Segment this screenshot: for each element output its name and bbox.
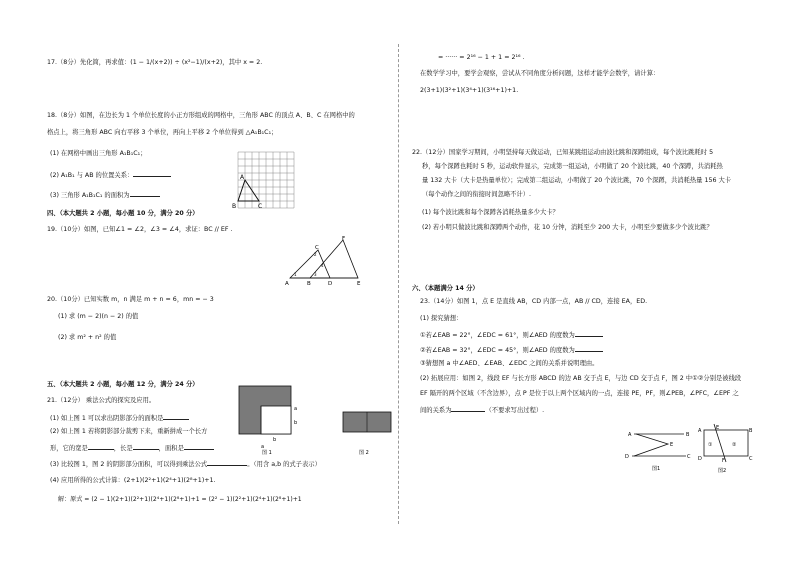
section-5-heading: 五、（本大题共 2 小题，每小题 12 分，满分 24 分）: [47, 381, 199, 388]
question-22-part1: (1) 每个波比跳和每个深蹲各消耗热量多少大卡？: [422, 209, 559, 216]
question-19: 19.（10分）如图，已知∠1 = ∠2，∠3 = ∠4，求证：BC // EF .: [47, 226, 233, 233]
grid-label-c: C: [258, 203, 263, 210]
tri-label-f: F: [342, 236, 346, 242]
figure-2-caption: 图2: [718, 468, 727, 474]
pl-label-b: B: [686, 432, 690, 438]
rect-label-d: D: [698, 456, 702, 462]
region-1-label: ①: [708, 442, 713, 448]
question-20: 20.（10分）已知实数 m，n 满足 m + n = 6，mn = − 3: [47, 296, 214, 303]
question-17: 17.（8分）先化简，再求值：(1 − 1/(x+2)) ÷ (x²−1)/(x+2)，其中 x = 2.: [47, 59, 263, 66]
question-18-part1: (1) 在网格中画出三角形 A₁B₁C₁；: [50, 150, 147, 157]
rect-label-a: A: [698, 428, 702, 434]
question-23: 23.（14分）如图 1，点 E 是直线 AB，CD 内部一点，AB // CD，连接 EA，ED.: [420, 298, 648, 305]
region-2-label: ②: [732, 442, 737, 448]
question-20-part1: (1) 求 (m − 2)(n − 2) 的值: [58, 313, 139, 320]
tri-angle-4: 4: [321, 263, 324, 268]
rect-label-c: C: [749, 456, 753, 462]
question-21-part1: (1) 如上图 1 可以求出阴影部分的面积是: [50, 413, 189, 423]
question-18-part2: (2) A₁B₁ 与 AB 的位置关系：: [50, 170, 171, 180]
tri-label-a: A: [285, 281, 289, 286]
rectangle-figure: [698, 422, 756, 474]
triangles-figure: [285, 234, 365, 286]
parallel-lines-figure: [624, 426, 696, 472]
question-21: 21.（12分） 乘法公式的探究及应用。: [47, 397, 156, 404]
question-23-case2: ②若∠EAB = 32°，∠EDC = 45°，则∠AED 的度数为: [420, 345, 603, 355]
rect-label-b: B: [749, 428, 753, 434]
question-18-line2: 格点上，将三角形 ABC 向右平移 3 个单位，再向上平移 2 个单位得到 △A₁B₁C₁；: [47, 129, 278, 136]
rect-label-f: F: [722, 458, 725, 464]
question-21-part4: (4) 应用所得的公式计算：(2+1)(2²+1)(2⁴+1)(2⁸+1)+1.: [50, 477, 216, 484]
tri-angle-2: 2: [314, 252, 317, 257]
pl-label-a: A: [628, 432, 632, 438]
tri-angle-3: 3: [314, 272, 317, 277]
rect-label-e: E: [716, 425, 720, 431]
continuation-line2: 在数学学习中，要学会观察，尝试从不同角度分析问题，这样才能学会数学，请计算：: [420, 70, 660, 77]
question-18-part3: (3) 三角形 A₁B₁C₁ 的面积为: [50, 190, 160, 200]
grid-label-a: A: [240, 174, 245, 181]
column-divider: [398, 44, 399, 524]
continuation-line1: = ······ = 2¹⁶ − 1 + 1 = 2¹⁶ .: [438, 54, 525, 61]
continuation-line3: 2(3+1)(3²+1)(3⁴+1)(3¹⁶+1)+1.: [420, 87, 519, 94]
figure-1-caption: 图1: [652, 466, 661, 472]
question-23-explore: (1) 探究猜想：: [420, 315, 463, 322]
question-22-line1: 22.（12分）国家学习期间，小明坚持每天做运动，已知某跳组运动由波比跳和深蹲组成，每个波比跳耗时 5: [412, 149, 714, 156]
figure-1: [239, 386, 297, 456]
question-20-part2: (2) 求 m² + n² 的值: [58, 334, 117, 341]
question-22-part2: (2) 若小明只做波比跳和深蹲两个动作，花 10 分钟，消耗至少 200 大卡，小明至少要做多少个波比跳？: [422, 224, 713, 231]
question-22-line4: （每个动作之间的衔接时间忽略不计）.: [422, 191, 532, 198]
tri-label-d: D: [328, 281, 333, 286]
figure-1-label: 图 1: [262, 450, 272, 456]
tri-label-c: C: [315, 245, 319, 251]
question-23-case3: ③猜想图 a 中∠AED、∠EAB、∠EDC 之间的关系并说明理由。: [420, 360, 599, 367]
grid-figure: [232, 150, 300, 212]
pl-label-d: D: [625, 454, 629, 460]
question-18-line1: 18.（8分）如图，在边长为 1 个单位长度的小正方形组成的网格中，三角形 ABC 的顶点 A、B、C 在网格中的: [47, 112, 355, 119]
question-23-extend-line3: 间的关系为 （不要求写出过程）.: [420, 407, 545, 414]
fig1-bottom-b: b: [273, 437, 277, 443]
fig1-label-a: a: [294, 406, 298, 412]
fig1-bottom-a: a: [261, 444, 265, 450]
question-21-part3: (3) 比较图 1，图 2 的阴影部分面积，可以得到乘法公式 。（用含 a,b 的式子表示）: [50, 461, 321, 468]
question-21-solution: 解：原式 = (2 − 1)(2+1)(2²+1)(2⁴+1)(2⁸+1)+1 = (2² − 1)(2²+1)(2⁴+1)(2⁸+1)+1: [58, 496, 302, 503]
triangle-abc: [238, 180, 259, 201]
question-23-case1: ①若∠EAB = 22°，∠EDC = 61°，则∠AED 的度数为: [420, 330, 603, 340]
tri-angle-1: 1: [294, 272, 297, 277]
question-23-extend-line2: EF 隔开的两个区域（不含边界），点 P 是位于以上两个区域内的一点，连接 PE，PF，则∠PEB，∠PFC，∠EPF 之: [420, 390, 739, 397]
question-21-part2-line2: 形，它的宽是 ，长是 ，面积是: [50, 443, 214, 453]
tri-label-b: B: [307, 281, 311, 286]
figure-2-label: 图 2: [359, 450, 369, 456]
pl-label-e: E: [670, 442, 674, 448]
fig1-label-b: b: [294, 420, 298, 426]
square-figures: [235, 384, 395, 456]
section-4-heading: 四、（本大题共 2 小题，每小题 10 分，满分 20 分）: [47, 210, 199, 217]
grid-label-b: B: [232, 203, 237, 210]
question-23-extend-line1: (2) 拓展应用：如图 2，线段 EF 与长方形 ABCD 的边 AB 交于点 E，与边 CD 交于点 F，图 2 中①②分别是被线段: [420, 375, 742, 382]
question-22-line2: 秒，每个深蹲也耗时 5 秒，运动软件显示，完成第一组运动，小明做了 20 个波比跳，40 个深蹲，共消耗热: [422, 163, 723, 170]
section-6-heading: 六、（本题满分 14 分）: [412, 285, 479, 292]
question-22-line3: 量 132 大卡（大卡是热量单位）；完成第二组运动，小明做了 20 个波比跳，70 个深蹲，共消耗热量 156 大卡: [422, 177, 732, 184]
pl-label-c: C: [687, 454, 691, 460]
figure-2: [343, 412, 391, 456]
tri-label-e: E: [357, 281, 361, 286]
question-21-part2-line1: (2) 如上图 1 若将阴影部分裁剪下来，重新拼成一个长方: [50, 428, 208, 435]
